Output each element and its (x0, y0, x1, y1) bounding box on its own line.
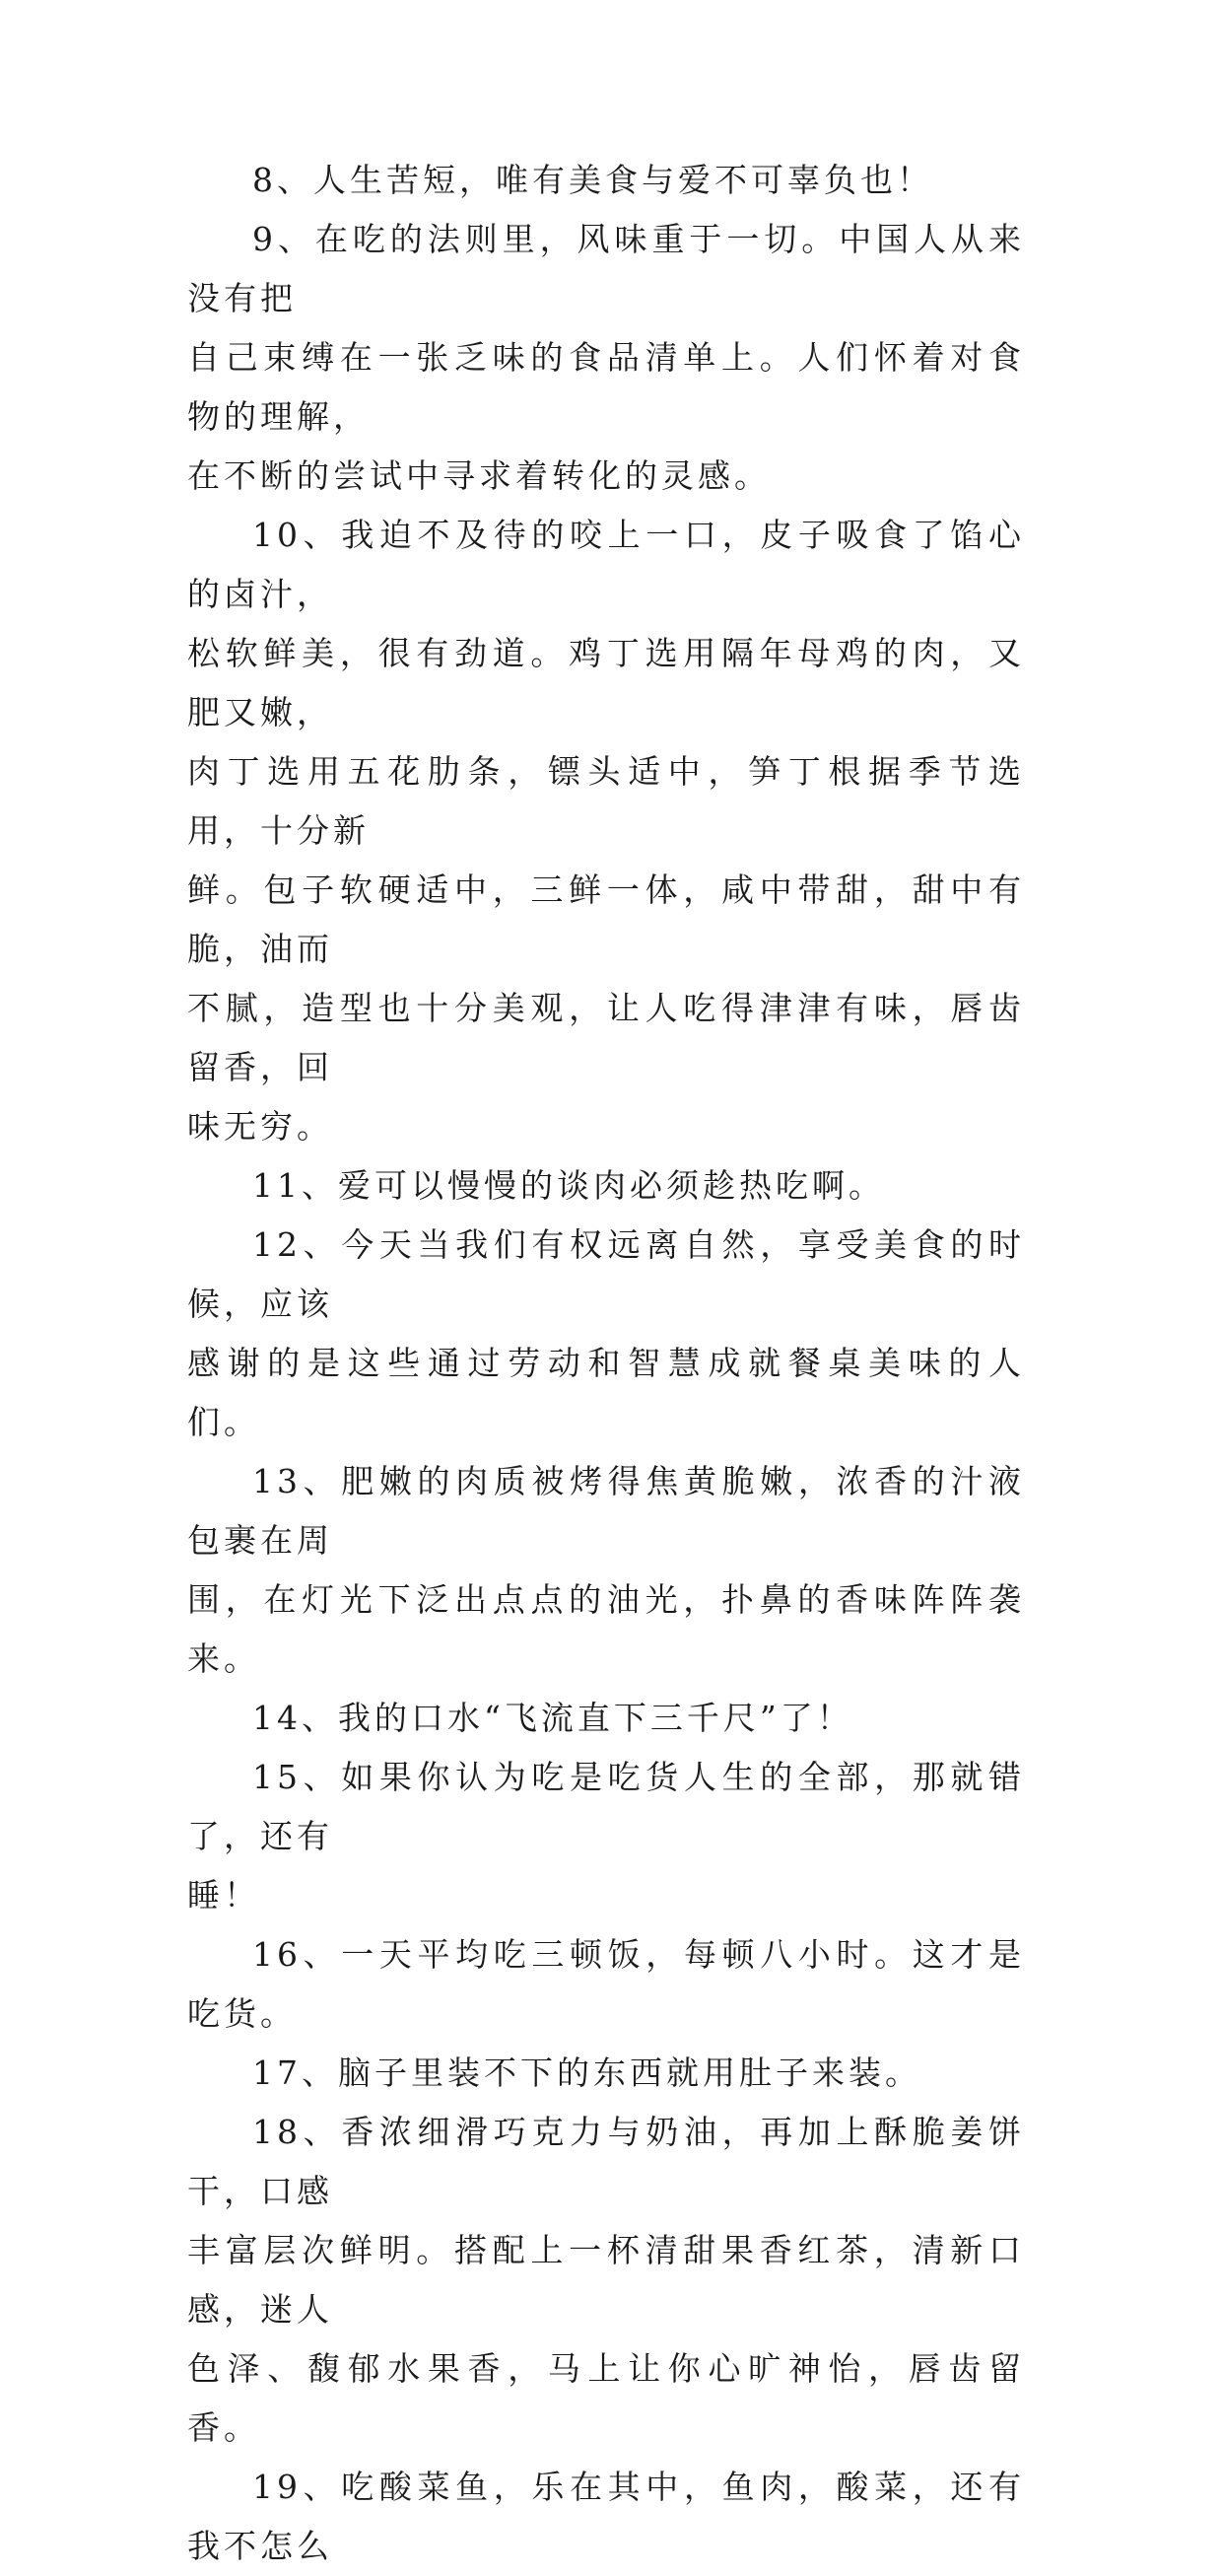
paragraph-16: 16、一天平均吃三顿饭，每顿八小时。这才是吃货。 (187, 1935, 1025, 2033)
paragraph-11: 11、爱可以慢慢的谈肉必须趁热吃啊。 (252, 1166, 885, 1205)
paragraph-15: 15、如果你认为吃是吃货人生的全部，那就错了，还有 睡！ (187, 1758, 1025, 1915)
paragraph-13: 13、肥嫩的肉质被烤得焦黄脆嫩，浓香的汁液包裹在周 围，在灯光下泛出点点的油光，扑鼻的香味阵阵袭来。 (187, 1462, 1025, 1678)
paragraph-12: 12、今天当我们有权远离自然，享受美食的时候，应该 感谢的是这些通过劳动和智慧成就餐桌美味的人们。 (187, 1225, 1025, 1441)
paragraph-8: 8、人生苦短，唯有美食与爱不可辜负也！ (252, 161, 933, 199)
paragraph-19: 19、吃酸菜鱼，乐在其中，鱼肉，酸菜，还有我不怎么 (187, 2468, 1025, 2565)
document-body (187, 151, 1025, 2576)
paragraph-10: 10、我迫不及待的咬上一口，皮子吸食了馅心的卤汁， 松软鲜美，很有劲道。鸡丁选用隔年母鸡的肉，又肥又嫩， 肉丁选用五花肋条，镖头适中，笋丁根据季节选用，十分新 鲜。包子软硬适中，三鲜一体，咸中带甜，甜中有脆，油而 不腻，造型也十分美观，让人吃得津津有味，唇齿留香，回 味无穷。 (187, 516, 1025, 1146)
paragraph-9: 9、在吃的法则里，风味重于一切。中国人从来没有把 自己束缚在一张乏味的食品清单上。人们怀着对食物的理解， 在不断的尝试中寻求着转化的灵感。 (187, 220, 1025, 495)
paragraph-17: 17、脑子里装不下的东西就用肚子来装。 (252, 2054, 921, 2092)
paragraph-18: 18、香浓细滑巧克力与奶油，再加上酥脆姜饼干，口感 丰富层次鲜明。搭配上一杯清甜果香红茶，清新口感，迷人 色泽、馥郁水果香，马上让你心旷神怡，唇齿留香。 (187, 2113, 1025, 2447)
paragraph-14: 14、我的口水“飞流直下三千尺”了！ (252, 1699, 853, 1737)
